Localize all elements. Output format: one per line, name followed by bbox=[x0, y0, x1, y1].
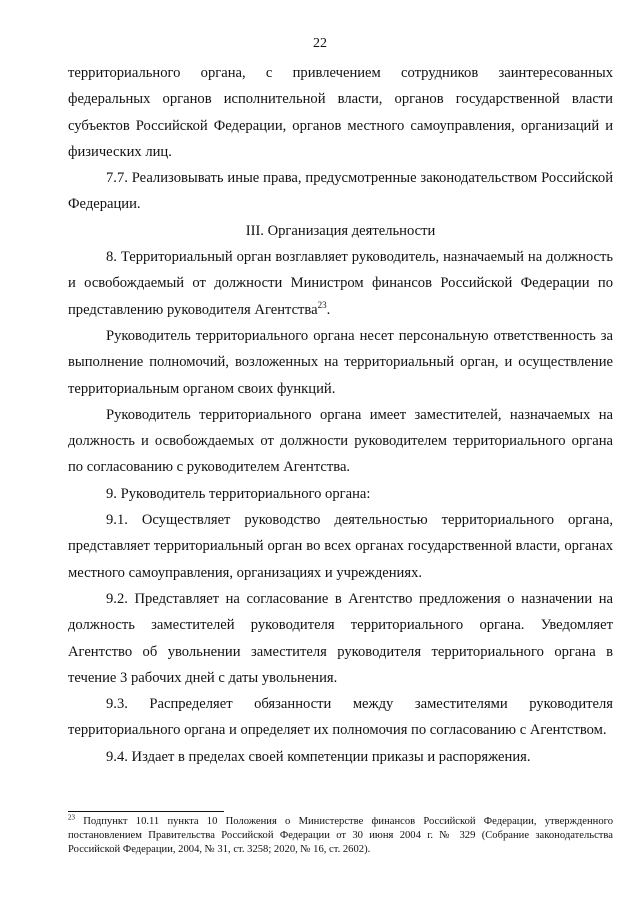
footnote-divider bbox=[68, 811, 224, 812]
paragraph-deputies: Руководитель территориального органа имеет заместителей, назначаемых на должность и освобождаемых от должности руководителем территориального органа по согласованию с руководителем Агентства. bbox=[68, 406, 613, 476]
footnote-reference[interactable]: 23 bbox=[317, 299, 327, 310]
paragraph-9: 9. Руководитель территориального органа: bbox=[106, 485, 371, 502]
page-number: 22 bbox=[313, 36, 327, 51]
paragraph-9-4: 9.4. Издает в пределах своей компетенции приказы и распоряжения. bbox=[106, 748, 531, 765]
paragraph-8-tail: . bbox=[326, 301, 331, 318]
paragraph-8 bbox=[68, 244, 613, 323]
paragraph-7-7: 7.7. Реализовывать иные права, предусмотренные законодательством Российской Федерации. bbox=[68, 170, 613, 213]
paragraph-continuation: территориального органа, с привлечением сотрудников заинтересованных федеральных органов исполнительной власти, органов государственной власти субъектов Российской Федерации, органов местного самоуправления, организаций и физических лиц. bbox=[68, 65, 613, 160]
paragraph-8-text: 8. Территориальный орган возглавляет руководитель, назначаемый на должность и освобождаемый от должности Министром финансов Российской Федерации по представлению руководителя Агентства bbox=[68, 249, 613, 318]
paragraph-head-responsibility: Руководитель территориального органа несет персональную ответственность за выполнение полномочий, возложенных на территориальный орган, и осуществление территориальным органом своих функций. bbox=[68, 327, 613, 397]
footnote-text: Подпункт 10.11 пункта 10 Положения о Министерстве финансов Российской Федерации, утвержденного постановлением Правительства Российской Федерации от 30 июня 2004 г. № 329 (Собрание законодательства Российской Федерации, 2004, № 31, ст. 3258; 2020, № 16, ст. 2602). bbox=[68, 816, 613, 856]
footnote-marker: 23 bbox=[68, 813, 75, 822]
footnote bbox=[68, 815, 613, 858]
paragraph-9-2: 9.2. Представляет на согласование в Агентство предложения о назначении на должность заместителей руководителя территориального органа. Уведомляет Агентство об увольнении заместителя руководителя территориального органа в течение 3 рабочих дней с даты увольнения. bbox=[68, 590, 613, 686]
section-heading: III. Организация деятельности bbox=[245, 222, 436, 239]
paragraph-9-1: 9.1. Осуществляет руководство деятельностью территориального органа, представляет территориальный орган во всех органах государственной власти, органах местного самоуправления, организациях и учреждениях. bbox=[68, 512, 613, 581]
document-body bbox=[68, 60, 613, 770]
paragraph-9-3: 9.3. Распределяет обязанности между заместителями руководителя территориального органа и определяет их полномочия по согласованию с Агентством. bbox=[68, 696, 613, 739]
